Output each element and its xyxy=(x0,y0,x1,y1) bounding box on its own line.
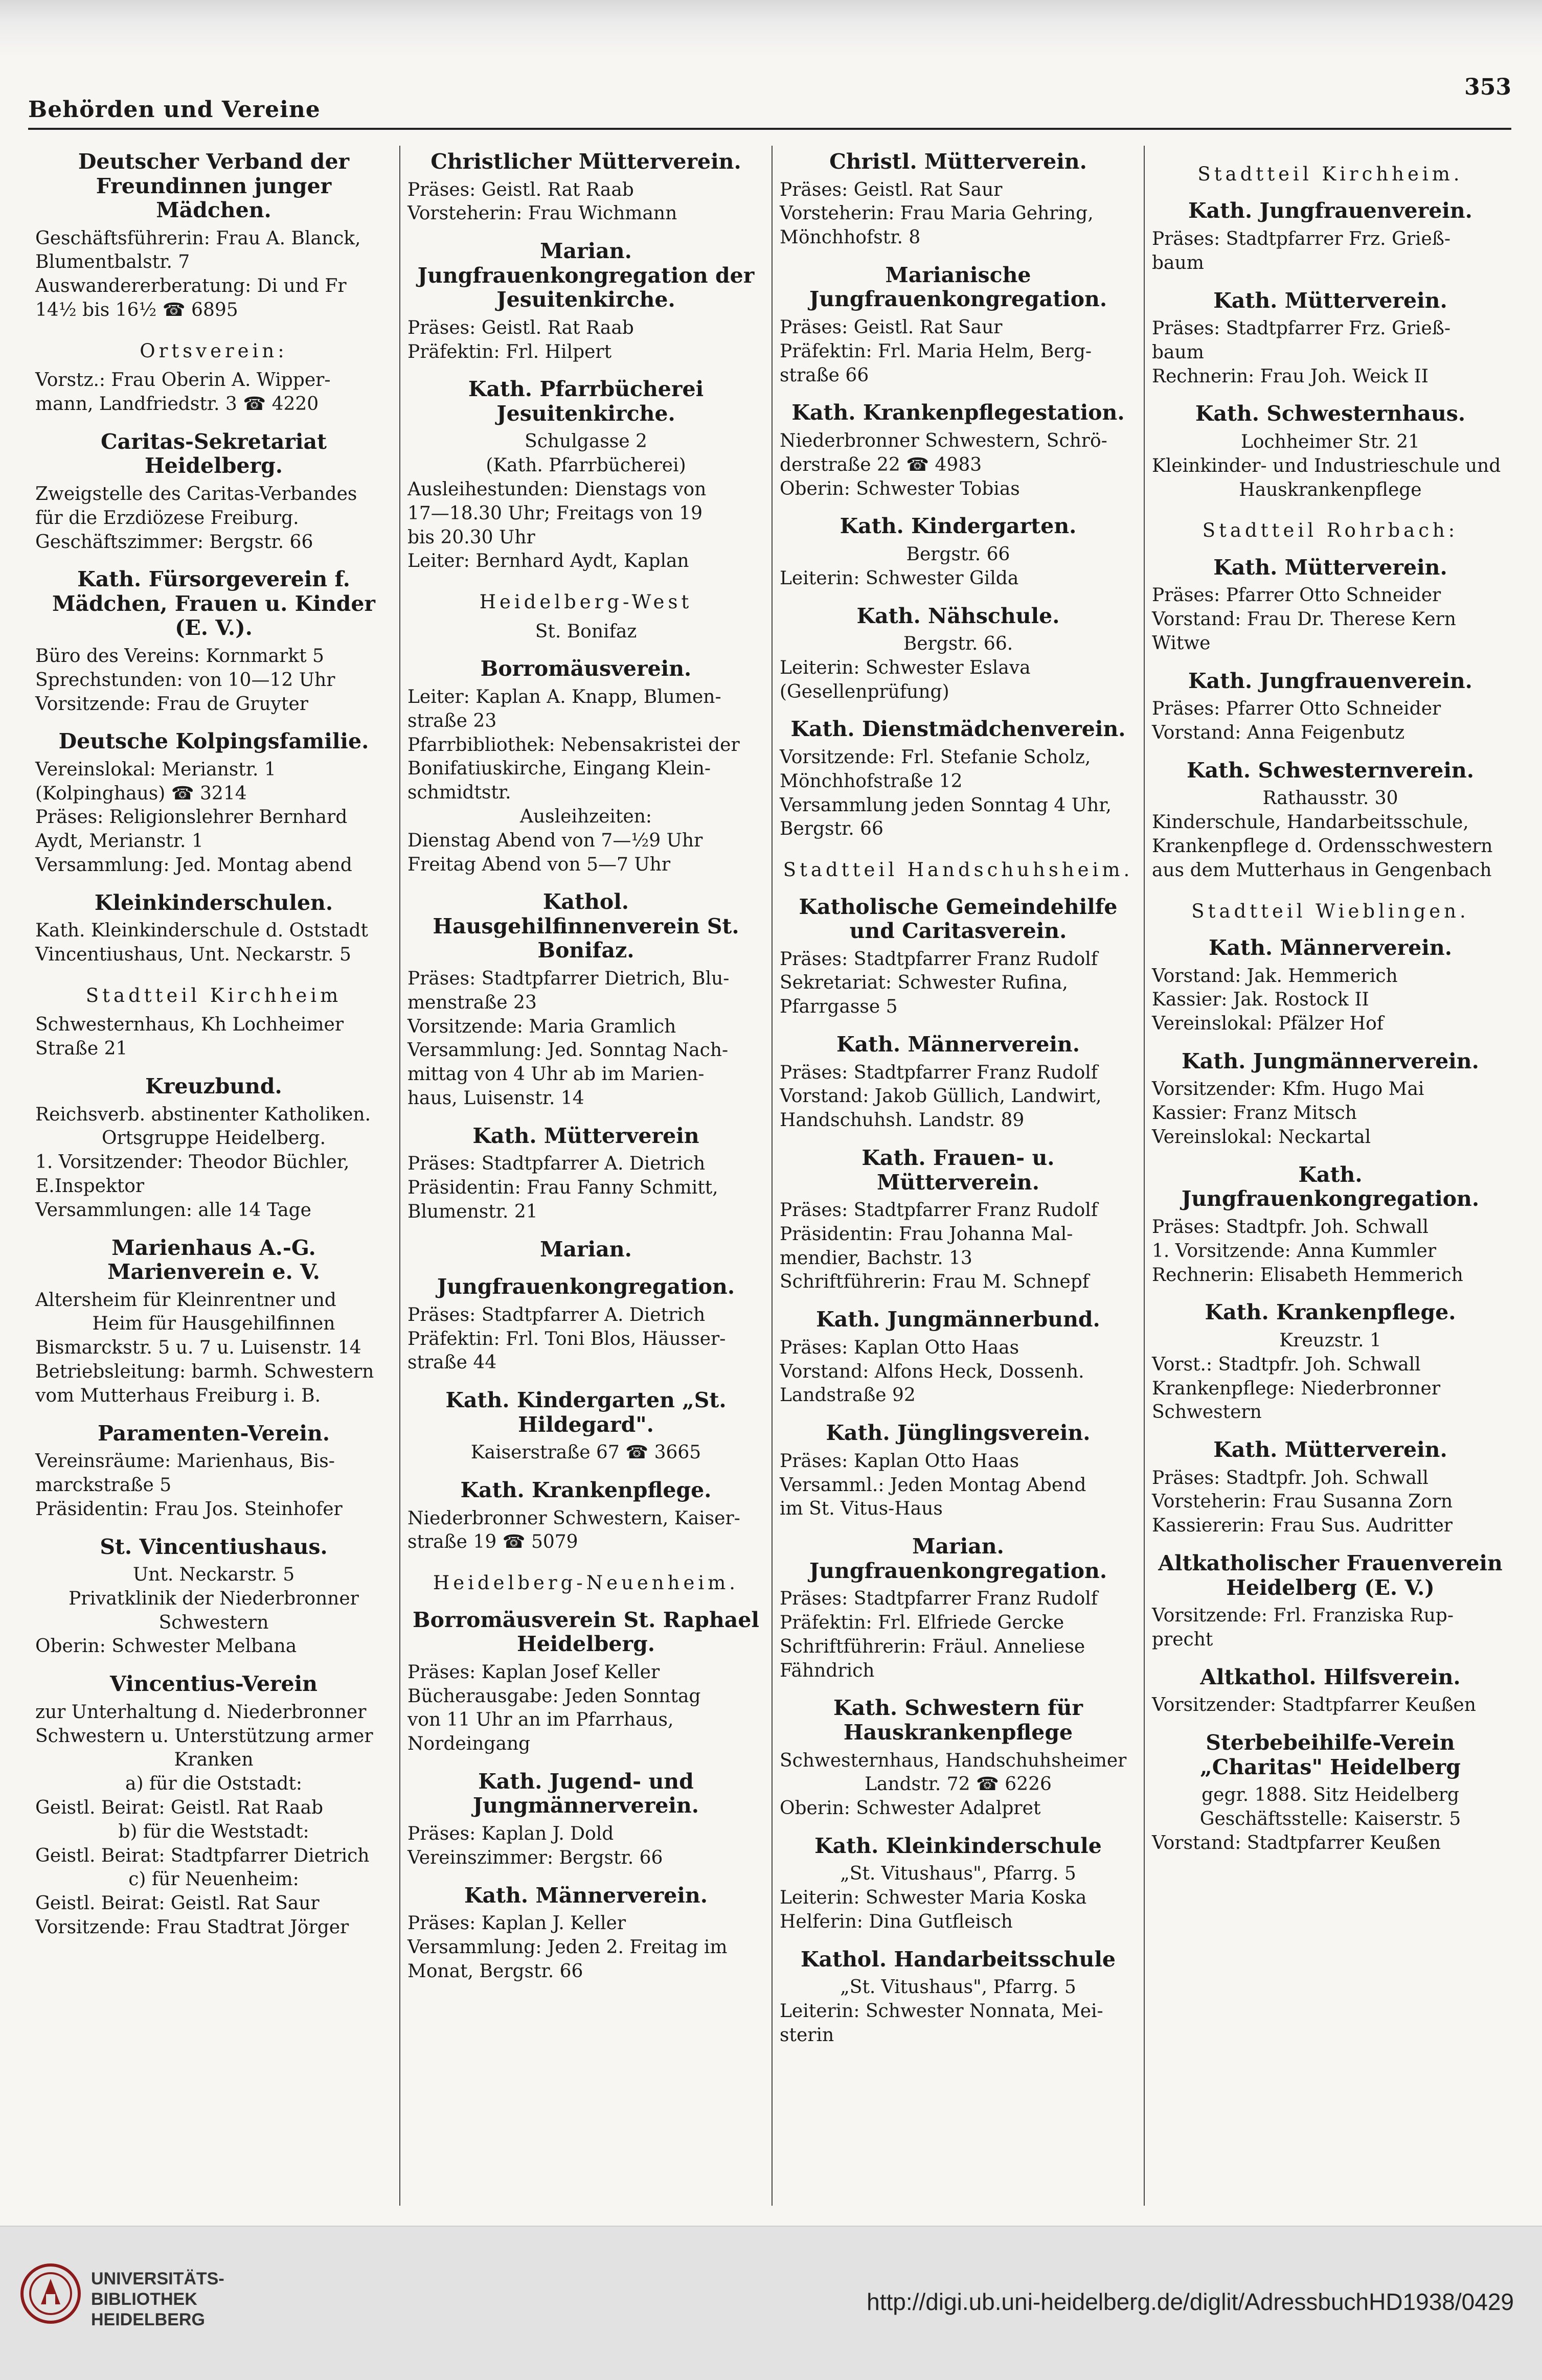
entry-line: Präses: Geistl. Rat Raab xyxy=(407,179,634,200)
entry-heading: Kleinkinderschulen. xyxy=(94,890,333,915)
entry-line: Versammlungen: alle 14 Tage xyxy=(35,1199,311,1221)
entry-line: schmidtstr. xyxy=(407,782,511,804)
entry-line: Vorsteherin: Frau Susanna Zorn xyxy=(1152,1491,1453,1513)
entry-line: precht xyxy=(1152,1629,1213,1650)
entry-line: Präses: Stadtpfarrer Frz. Grieß- xyxy=(1152,318,1451,339)
entry-line: Blumenstr. 21 xyxy=(407,1201,538,1222)
entry-line: Kaiserstraße 67 ☎ 3665 xyxy=(470,1442,701,1463)
entry-line: Präses: Geistl. Rat Saur xyxy=(780,317,1003,338)
entry-line: Kleinkinder- und Industrieschule und xyxy=(1152,455,1501,476)
entry-line: Präses: Stadtpfr. Joh. Schwall xyxy=(1152,1467,1428,1489)
entry-line: Präsidentin: Frau Fanny Schmitt, xyxy=(407,1177,718,1199)
entry-line: Leiterin: Schwester Eslava xyxy=(780,657,1031,678)
entry-line: Vereinslokal: Pfälzer Hof xyxy=(1152,1013,1384,1035)
entry-line: Krankenpflege d. Ordensschwestern xyxy=(1152,836,1493,857)
university-library-logo-icon xyxy=(20,2263,81,2324)
district-subhead: Stadtteil Wieblingen. xyxy=(1191,900,1469,922)
column-4 xyxy=(1145,146,1516,2206)
entry-line: Präfektin: Frl. Maria Helm, Berg- xyxy=(780,340,1092,362)
entry-line: Ausleihestunden: Dienstags von xyxy=(407,479,707,500)
entry-line: Vereinslokal: Merianstr. 1 xyxy=(35,759,276,780)
entry-line: Straße 21 xyxy=(35,1038,128,1060)
entry-line: Vereinslokal: Neckartal xyxy=(1152,1127,1371,1148)
entry-line: Bonifatiuskirche, Eingang Klein- xyxy=(407,758,711,780)
entry-line: Versammlung: Jed. Sonntag Nach- xyxy=(407,1040,729,1061)
entry-heading: Kath. Kindergarten. xyxy=(840,514,1077,539)
entry-heading: Kath. Mütterverein. xyxy=(1213,288,1447,313)
entry-line: Auswandererberatung: Di und Fr xyxy=(35,276,347,297)
entry-line: Präfektin: Frl. Hilpert xyxy=(407,341,612,362)
entry-line: Schwesternhaus, Kh Lochheimer xyxy=(35,1014,344,1036)
entry-line: zur Unterhaltung d. Niederbronner xyxy=(35,1701,367,1723)
entry-heading: Kath. Männerverein. xyxy=(836,1032,1080,1057)
entry-line: Vorstand: Frau Dr. Therese Kern xyxy=(1152,609,1456,630)
entry-line: mittag von 4 Uhr ab im Marien- xyxy=(407,1064,705,1085)
entry-heading: Kath. Krankenpflegestation. xyxy=(791,400,1125,425)
entry-heading: Deutscher Verband der Freundinnen junger Mädchen. xyxy=(78,149,350,223)
entry-heading: Kath. Frauen- u. Mütterverein. xyxy=(861,1145,1055,1195)
entry-heading: Marienhaus A.-G. Marienverein e. V. xyxy=(107,1235,320,1285)
entry-line: Oberin: Schwester Tobias xyxy=(780,478,1020,499)
entry-line: Vorstand: Anna Feigenbutz xyxy=(1152,722,1405,744)
entry-line: Sekretariat: Schwester Rufina, xyxy=(780,972,1068,994)
entry-heading: Borromäusverein. xyxy=(480,656,692,681)
entry-line: Blumentbalstr. 7 xyxy=(35,251,190,273)
entry-line: Ortsgruppe Heidelberg. xyxy=(101,1128,326,1149)
entry-heading: Kath. Mütterverein. xyxy=(1213,555,1447,580)
entry-heading: Jungfrauenkongregation. xyxy=(437,1274,735,1299)
entry-line: Vorsitzende: Frau Stadtrat Jörger xyxy=(35,1916,349,1938)
entry-line: Reichsverb. abstinenter Katholiken. xyxy=(35,1104,371,1125)
entry-line: Niederbronner Schwestern, Schrö- xyxy=(780,430,1107,451)
entry-line: Präses: Stadtpfr. Joh. Schwall xyxy=(1152,1216,1428,1238)
entry-heading: Kath. Kindergarten „St. Hildegard". xyxy=(445,1388,727,1437)
entry-line: Präses: Pfarrer Otto Schneider xyxy=(1152,698,1441,720)
entry-line: gegr. 1888. Sitz Heidelberg xyxy=(1201,1784,1459,1806)
library-footer xyxy=(0,2226,1542,2380)
entry-line: „St. Vitushaus", Pfarrg. 5 xyxy=(840,1863,1076,1885)
entry-line: Kassier: Franz Mitsch xyxy=(1152,1103,1357,1124)
entry-heading: Kath. Jungmännerverein. xyxy=(1182,1048,1479,1073)
entry-line: Präses: Stadtpfarrer Dietrich, Blu- xyxy=(407,968,730,989)
entry-heading: Kath. Männerverein. xyxy=(1208,935,1452,960)
entry-line: 14½ bis 16½ ☎ 6895 xyxy=(35,300,238,321)
source-url-link[interactable]: http://digi.ub.uni-heidelberg.de/diglit/AdressbuchHD1938/0429 xyxy=(867,2289,1514,2315)
entry-heading: Kath. Nähschule. xyxy=(856,603,1060,628)
entry-line: Kinderschule, Handarbeitsschule, xyxy=(1152,812,1469,833)
entry-line: straße 44 xyxy=(407,1352,497,1374)
entry-line: Freitag Abend von 5—7 Uhr xyxy=(407,854,671,875)
column-1 xyxy=(28,146,400,2206)
entry-line: Oberin: Schwester Adalpret xyxy=(780,1798,1041,1819)
entry-line: Lochheimer Str. 21 xyxy=(1240,431,1420,453)
running-head: Behörden und Vereine xyxy=(28,97,321,123)
entry-line: Unt. Neckarstr. 5 xyxy=(132,1564,295,1586)
entry-line: Versammlung jeden Sonntag 4 Uhr, xyxy=(780,794,1112,816)
entry-heading: Kath. Mütterverein. xyxy=(1213,1437,1447,1462)
entry-line: Krankenpflege: Niederbronner xyxy=(1152,1378,1441,1399)
entry-heading: Christlicher Mütterverein. xyxy=(430,149,741,174)
entry-line: Vincentiushaus, Unt. Neckarstr. 5 xyxy=(35,944,351,966)
entry-line: Niederbronner Schwestern, Kaiser- xyxy=(407,1507,740,1529)
entry-line: Vorstand: Stadtpfarrer Keußen xyxy=(1152,1832,1441,1853)
entry-line: Vereinsräume: Marienhaus, Bis- xyxy=(35,1451,335,1472)
entry-line: Vorsteherin: Frau Wichmann xyxy=(407,203,677,224)
entry-line: bis 20.30 Uhr xyxy=(407,527,535,548)
entry-line: von 11 Uhr an im Pfarrhaus, xyxy=(407,1709,674,1731)
entry-line: c) für Neuenheim: xyxy=(128,1869,299,1890)
entry-line: Mönchhofstraße 12 xyxy=(780,770,963,792)
entry-line: Hauskrankenpflege xyxy=(1239,479,1422,500)
entry-heading: Kathol. Hausgehilfinnenverein St. Bonifaz. xyxy=(433,889,739,963)
entry-line: Schriftführerin: Fräul. Anneliese xyxy=(780,1636,1085,1657)
entry-line: aus dem Mutterhaus in Gengenbach xyxy=(1152,859,1492,881)
entry-line: menstraße 23 xyxy=(407,992,537,1013)
entry-line: Schulgasse 2 xyxy=(525,431,647,452)
entry-line: baum xyxy=(1152,341,1204,363)
entry-line: Versamml.: Jeden Montag Abend xyxy=(780,1474,1086,1496)
entry-line: Leiter: Bernhard Aydt, Kaplan xyxy=(407,551,689,572)
entry-line: Vorsitzender: Kfm. Hugo Mai xyxy=(1152,1079,1424,1100)
entry-line: straße 19 ☎ 5079 xyxy=(407,1531,578,1553)
entry-line: Bergstr. 66 xyxy=(906,543,1010,565)
entry-line: Präfektin: Frl. Toni Blos, Häusser- xyxy=(407,1328,726,1349)
entry-line: Schwesternhaus, Handschuhsheimer xyxy=(780,1750,1127,1771)
entry-line: straße 23 xyxy=(407,710,497,731)
entry-line: baum xyxy=(1152,252,1204,273)
district-subhead: Stadtteil Kirchheim xyxy=(85,985,342,1006)
entry-heading: Sterbebeihilfe-Verein „Charitas" Heidelberg xyxy=(1200,1730,1461,1779)
entry-heading: Kath. Jungfrauenverein. xyxy=(1188,198,1472,223)
district-subhead: Stadtteil Kirchheim. xyxy=(1197,163,1463,185)
entry-line: Vorst.: Stadtpfr. Joh. Schwall xyxy=(1152,1354,1421,1375)
entry-line: (Kath. Pfarrbücherei) xyxy=(486,455,686,476)
entry-heading: Kath. Schwesternhaus. xyxy=(1195,401,1466,426)
district-subhead: Ortsverein: xyxy=(140,339,288,362)
district-subhead: Heidelberg-West xyxy=(479,591,693,613)
column-2 xyxy=(400,146,773,2206)
entry-line: Präses: Religionslehrer Bernhard xyxy=(35,807,348,828)
entry-line: Geistl. Beirat: Stadtpfarrer Dietrich xyxy=(35,1845,370,1866)
entry-line: Geschäftsführerin: Frau A. Blanck, xyxy=(35,227,361,249)
entry-line: derstraße 22 ☎ 4983 xyxy=(780,454,982,475)
directory-columns xyxy=(28,146,1516,2206)
entry-line: Präses: Stadtpfarrer Franz Rudolf xyxy=(780,1062,1098,1083)
entry-line: Vorsitzender: Stadtpfarrer Keußen xyxy=(1152,1695,1476,1716)
entry-line: vom Mutterhaus Freiburg i. B. xyxy=(35,1385,321,1406)
entry-line: Betriebsleitung: barmh. Schwestern xyxy=(35,1361,374,1382)
entry-heading: Kath. Krankenpflege. xyxy=(460,1478,712,1503)
entry-line: Kassier: Jak. Rostock II xyxy=(1152,989,1369,1011)
entry-line: Vorstand: Jak. Hemmerich xyxy=(1152,965,1398,987)
entry-line: Vorsitzende: Frl. Franziska Rup- xyxy=(1152,1605,1454,1627)
entry-line: Vorsitzende: Frl. Stefanie Scholz, xyxy=(780,746,1091,768)
entry-heading: Altkathol. Hilfsverein. xyxy=(1200,1664,1461,1689)
entry-line: Leiter: Kaplan A. Knapp, Blumen- xyxy=(407,686,721,707)
entry-heading: Kath. Pfarrbücherei Jesuitenkirche. xyxy=(468,377,704,426)
entry-line: Rechnerin: Elisabeth Hemmerich xyxy=(1152,1264,1463,1286)
entry-line: mann, Landfriedstr. 3 ☎ 4220 xyxy=(35,394,319,415)
entry-heading: Kath. Jünglingsverein. xyxy=(826,1421,1091,1446)
entry-line: Präses: Kaplan J. Dold xyxy=(407,1823,614,1844)
entry-line: Altersheim für Kleinrentner und xyxy=(35,1289,336,1311)
entry-heading: Borromäusverein St. Raphael Heidelberg. xyxy=(412,1607,760,1657)
entry-line: Leiterin: Schwester Maria Koska xyxy=(780,1887,1087,1909)
entry-heading: Christl. Mütterverein. xyxy=(829,149,1087,174)
entry-line: Pfarrgasse 5 xyxy=(780,996,898,1018)
entry-heading: Kath. Jungfrauenverein. xyxy=(1188,668,1472,693)
entry-line: für die Erzdiözese Freiburg. xyxy=(35,507,299,529)
entry-line: Vorstand: Jakob Güllich, Landwirt, xyxy=(780,1086,1102,1107)
entry-heading: Marian. xyxy=(540,1237,632,1262)
entry-line: mendier, Bachstr. 13 xyxy=(780,1247,972,1269)
entry-line: Pfarrbibliothek: Nebensakristei der xyxy=(407,734,740,756)
entry-line: Rathausstr. 30 xyxy=(1262,788,1398,809)
entry-line: Schwestern xyxy=(1152,1402,1262,1423)
entry-line: (Gesellenprüfung) xyxy=(780,681,949,702)
entry-line: 1. Vorsitzender: Theodor Büchler, xyxy=(35,1152,350,1173)
entry-line: 17—18.30 Uhr; Freitags von 19 xyxy=(407,502,702,524)
entry-line: Präsidentin: Frau Johanna Mal- xyxy=(780,1223,1073,1245)
entry-line: Witwe xyxy=(1152,632,1211,654)
district-subhead: Stadtteil Handschuhsheim. xyxy=(783,859,1133,881)
entry-heading: St. Vincentiushaus. xyxy=(100,1534,328,1559)
entry-heading: Vincentius-Verein xyxy=(110,1672,318,1697)
entry-heading: Deutsche Kolpingsfamilie. xyxy=(58,729,369,754)
entry-line: haus, Luisenstr. 14 xyxy=(407,1087,584,1109)
entry-line: sterin xyxy=(780,2024,834,2046)
entry-line: Fähndrich xyxy=(780,1660,875,1681)
entry-line: Bergstr. 66. xyxy=(903,633,1013,655)
entry-heading: Marianische Jungfrauenkongregation. xyxy=(809,262,1107,312)
entry-line: Dienstag Abend von 7—½9 Uhr xyxy=(407,830,703,851)
entry-line: Präses: Kaplan Otto Haas xyxy=(780,1337,1019,1358)
entry-line: Präfektin: Frl. Elfriede Gercke xyxy=(780,1612,1064,1634)
entry-heading: Kath. Jungmännerbund. xyxy=(816,1307,1100,1332)
entry-line: Präses: Kaplan J. Keller xyxy=(407,1913,626,1934)
entry-line: Aydt, Merianstr. 1 xyxy=(35,831,203,852)
library-name xyxy=(91,2269,224,2330)
entry-line: Vorsitzende: Frau de Gruyter xyxy=(35,693,308,715)
entry-line: Schwestern xyxy=(158,1612,269,1633)
entry-line: Schriftführerin: Frau M. Schnepf xyxy=(780,1271,1090,1293)
entry-heading: Kath. Männerverein. xyxy=(464,1883,708,1908)
entry-line: Vorstz.: Frau Oberin A. Wipper- xyxy=(35,370,331,391)
entry-line: Geschäftszimmer: Bergstr. 66 xyxy=(35,531,313,553)
library-name-line-1: UNIVERSITÄTS- xyxy=(91,2269,224,2289)
entry-line: „St. Vitushaus", Pfarrg. 5 xyxy=(840,1977,1076,1998)
entry-line: Nordeingang xyxy=(407,1733,531,1755)
district-subhead: Heidelberg-Neuenheim. xyxy=(433,1572,739,1594)
entry-heading: Marian. Jungfrauenkongregation. xyxy=(809,1534,1107,1583)
entry-heading: Kath. Fürsorgeverein f. Mädchen, Frauen u. Kinder (E. V.). xyxy=(52,567,376,640)
entry-line: Leiterin: Schwester Nonnata, Mei- xyxy=(780,2001,1103,2022)
entry-line: E.Inspektor xyxy=(35,1175,145,1197)
entry-line: St. Bonifaz xyxy=(535,621,637,642)
entry-line: Vereinszimmer: Bergstr. 66 xyxy=(407,1847,663,1868)
library-name-line-3: HEIDELBERG xyxy=(91,2310,205,2330)
entry-line: Kassiererin: Frau Sus. Audritter xyxy=(1152,1515,1453,1537)
entry-line: Bücherausgabe: Jeden Sonntag xyxy=(407,1685,701,1707)
entry-heading: Kath. Kleinkinderschule xyxy=(814,1833,1102,1858)
entry-line: Geistl. Beirat: Geistl. Rat Saur xyxy=(35,1893,320,1914)
entry-line: Präses: Pfarrer Otto Schneider xyxy=(1152,585,1441,606)
entry-heading: Katholische Gemeindehilfe und Caritasverein. xyxy=(799,894,1118,944)
entry-line: Zweigstelle des Caritas-Verbandes xyxy=(35,483,357,505)
entry-line: Präsidentin: Frau Jos. Steinhofer xyxy=(35,1498,343,1520)
entry-line: a) für die Oststadt: xyxy=(125,1773,302,1795)
entry-line: Präses: Stadtpfarrer Franz Rudolf xyxy=(780,948,1098,970)
entry-line: Rechnerin: Frau Joh. Weick II xyxy=(1152,365,1428,387)
entry-line: Mönchhofstr. 8 xyxy=(780,227,921,248)
entry-line: Leiterin: Schwester Gilda xyxy=(780,567,1019,589)
entry-line: Oberin: Schwester Melbana xyxy=(35,1636,297,1657)
entry-heading: Altkatholischer Frauenverein Heidelberg (E. V.) xyxy=(1158,1551,1503,1600)
entry-line: Präses: Stadtpfarrer Frz. Grieß- xyxy=(1152,228,1451,249)
entry-heading: Kath. Krankenpflege. xyxy=(1205,1300,1456,1325)
entry-line: Versammlung: Jed. Montag abend xyxy=(35,855,352,876)
entry-line: marckstraße 5 xyxy=(35,1474,172,1496)
entry-line: Präses: Stadtpfarrer Franz Rudolf xyxy=(780,1200,1098,1221)
entry-line: Vorsitzende: Maria Gramlich xyxy=(407,1016,676,1037)
entry-heading: Kath. Jugend- und Jungmännerverein. xyxy=(472,1769,699,1818)
entry-line: straße 66 xyxy=(780,364,869,386)
entry-line: Ausleihzeiten: xyxy=(519,806,652,827)
entry-line: Vorstand: Alfons Heck, Dossenh. xyxy=(780,1361,1084,1382)
entry-line: Kath. Kleinkinderschule d. Oststadt xyxy=(35,920,368,942)
entry-line: Bergstr. 66 xyxy=(780,818,883,840)
entry-line: Präses: Kaplan Otto Haas xyxy=(780,1450,1019,1472)
entry-line: Präses: Stadtpfarrer Franz Rudolf xyxy=(780,1588,1098,1610)
entry-line: Präses: Stadtpfarrer A. Dietrich xyxy=(407,1153,706,1175)
column-3 xyxy=(773,146,1145,2206)
entry-line: Büro des Vereins: Kornmarkt 5 xyxy=(35,645,324,667)
entry-line: Präses: Geistl. Rat Saur xyxy=(780,179,1003,200)
entry-line: Monat, Bergstr. 66 xyxy=(407,1960,583,1982)
entry-line: Heim für Hausgehilfinnen xyxy=(92,1313,335,1335)
entry-line: (Kolpinghaus) ☎ 3214 xyxy=(35,783,247,804)
entry-line: Präses: Kaplan Josef Keller xyxy=(407,1661,660,1683)
entry-heading: Marian. Jungfrauenkongregation der Jesuitenkirche. xyxy=(417,239,755,312)
page-number: 353 xyxy=(1464,74,1511,100)
entry-line: Schwestern u. Unterstützung armer xyxy=(35,1725,373,1747)
entry-line: Landstr. 72 ☎ 6226 xyxy=(865,1774,1052,1795)
entry-heading: Paramenten-Verein. xyxy=(97,1421,330,1446)
entry-line: Landstraße 92 xyxy=(780,1385,916,1406)
entry-line: Sprechstunden: von 10—12 Uhr xyxy=(35,669,335,691)
entry-heading: Kath. Schwesternverein. xyxy=(1186,758,1475,783)
entry-heading: Kreuzbund. xyxy=(145,1073,282,1099)
entry-line: Handschuhsh. Landstr. 89 xyxy=(780,1110,1025,1131)
scan-edge xyxy=(0,0,1542,56)
entry-line: Präses: Stadtpfarrer A. Dietrich xyxy=(407,1304,706,1325)
entry-heading: Kath. Dienstmädchenverein. xyxy=(790,717,1126,742)
entry-heading: Kathol. Handarbeitsschule xyxy=(800,1947,1116,1972)
entry-line: Versammlung: Jeden 2. Freitag im xyxy=(407,1936,728,1958)
entry-line: Privatklinik der Niederbronner xyxy=(69,1588,359,1609)
library-name-line-2: BIBLIOTHEK xyxy=(91,2290,197,2309)
district-subhead: Stadtteil Rohrbach: xyxy=(1202,519,1459,542)
entry-line: Vorsteherin: Frau Maria Gehring, xyxy=(780,203,1094,224)
page-header xyxy=(28,74,1511,130)
entry-line: Präses: Geistl. Rat Raab xyxy=(407,317,634,338)
entry-heading: Caritas-Sekretariat Heidelberg. xyxy=(101,429,327,478)
entry-line: 1. Vorsitzende: Anna Kummler xyxy=(1152,1240,1437,1262)
entry-heading: Kath. Mütterverein xyxy=(472,1123,699,1148)
entry-line: Geschäftsstelle: Kaiserstr. 5 xyxy=(1199,1808,1461,1829)
entry-line: b) für die Weststadt: xyxy=(118,1821,309,1842)
entry-line: Geistl. Beirat: Geistl. Rat Raab xyxy=(35,1797,324,1818)
entry-heading: Kath. Schwestern für Hauskrankenpflege xyxy=(833,1696,1083,1745)
entry-line: Helferin: Dina Gutfleisch xyxy=(780,1911,1013,1933)
entry-heading: Kath. Jungfrauenkongregation. xyxy=(1181,1162,1480,1211)
entry-line: Kreuzstr. 1 xyxy=(1279,1330,1381,1351)
entry-line: Bismarckstr. 5 u. 7 u. Luisenstr. 14 xyxy=(35,1337,361,1359)
entry-line: im St. Vitus-Haus xyxy=(780,1498,943,1520)
entry-line: Kranken xyxy=(174,1749,254,1771)
